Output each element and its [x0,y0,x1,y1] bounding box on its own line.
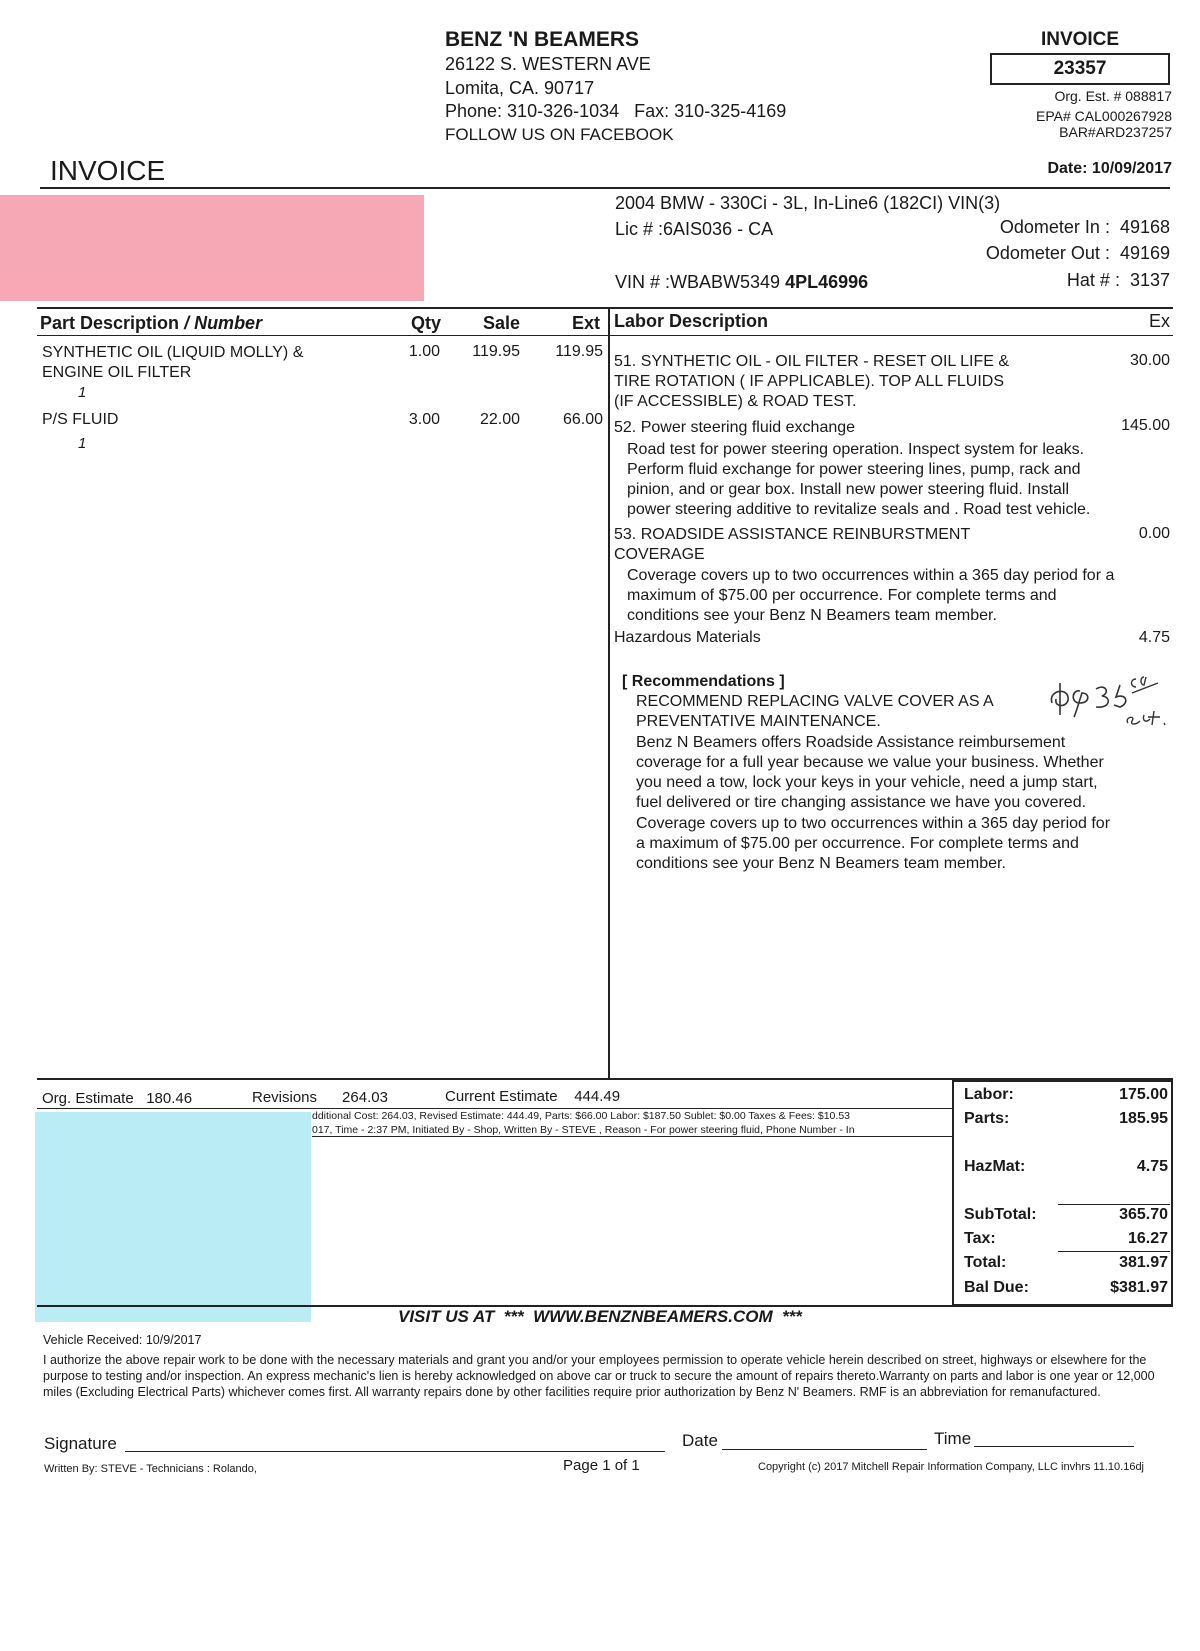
revision-note-divider [312,1136,952,1137]
labor-item-detail: Road test for power steering operation. Inspect system for leaks. Perform fluid exchange for power steering lines, pump, rack and pinion, and or gear box. Install new power steering fluid. Install power steering additive to revitalize seals and . Road test vehicle. [627,441,1091,518]
labor-header: Labor Description [614,311,769,331]
vehicle-vin [615,272,868,293]
part-desc: P/S FLUID [42,411,119,428]
invoice-number: 23357 [990,53,1170,85]
totals-value-total: 381.97 [1119,1254,1168,1271]
totals-value-hazmat: 4.75 [1136,1158,1168,1175]
part-desc: SYNTHETIC OIL (LIQUID MOLLY) & ENGINE OIL FILTER [42,344,304,381]
handwritten-estimate-note [1046,663,1176,729]
redacted-approval-info [35,1112,311,1322]
recommendations-header: [ Recommendations ] [622,673,785,690]
revisions-value: 264.03 [342,1089,388,1106]
total-rule [1058,1251,1170,1252]
bar-number: BAR#ARD237257 [1059,124,1172,140]
totals-value-subtotal: 365.70 [1119,1206,1168,1223]
time-label: Time [934,1429,972,1448]
totals-value-tax: 16.27 [1127,1230,1168,1247]
estimate-divider [37,1108,952,1109]
qty-header: Qty [410,313,441,333]
odometer-in: Odometer In : 49168 [999,217,1170,237]
vin-suffix: 4PL46996 [785,272,869,292]
shop-city: Lomita, CA. 90717 [445,78,595,98]
table-center-divider [608,307,610,1078]
part-sale: 22.00 [479,411,520,428]
website-banner[interactable]: VISIT US AT *** WWW.BENZNBEAMERS.COM *** [398,1307,802,1326]
part-description-header: Part Description [40,313,180,333]
revision-note-line2: 017, Time - 2:37 PM, Initiated By - Shop, Written By - STEVE , Reason - For power steering fluid, Phone Number - In [312,1124,855,1136]
totals-value-labor: 175.00 [1119,1086,1168,1103]
labor-item-amount: 30.00 [1129,352,1170,369]
date-line[interactable] [722,1449,927,1450]
part-sale: 119.95 [472,343,520,360]
totals-label-labor: Labor: [964,1086,1014,1103]
labor-item-detail: Coverage covers up to two occurrences within a 365 day period for a maximum of $75.00 per occurrence. For complete terms and conditions see your Benz N Beamers team member. [627,567,1115,624]
ext-header: Ext [571,313,600,333]
page-title: INVOICE [50,155,166,186]
labor-item-amount: 0.00 [1138,525,1170,542]
shop-phone: Phone: 310-326-1034 Fax: 310-325-4169 [445,101,787,121]
vehicle-received: Vehicle Received: 10/9/2017 [43,1333,202,1347]
totals-value-bal-due: $381.97 [1110,1279,1168,1296]
invoice-label: INVOICE [1040,29,1120,50]
written-by: Written By: STEVE - Technicians : Rolando, [44,1463,257,1475]
labor-item-title: 51. SYNTHETIC OIL - OIL FILTER - RESET OIL LIFE & TIRE ROTATION ( IF APPLICABLE). TOP ALL FLUIDS (IF ACCESSIBLE) & ROAD TEST. [614,353,1010,410]
hat-number: Hat # : 3137 [1066,270,1170,290]
part-number: 1 [78,384,87,401]
page-number: Page 1 of 1 [563,1457,640,1474]
revisions [252,1089,388,1106]
vehicle-license: Lic # :6AIS036 - CA [615,219,774,239]
org-estimate-number: Org. Est. # 088817 [1054,88,1172,104]
part-number-header: / Number [184,313,263,333]
part-qty: 3.00 [408,411,440,428]
org-estimate [42,1090,192,1107]
handwriting-mark [1046,663,1176,729]
labor-item-title: 52. Power steering fluid exchange [614,419,856,436]
date-label: Date [682,1431,718,1450]
totals-label-bal-due: Bal Due: [964,1279,1029,1296]
odometer-out: Odometer Out : 49169 [985,243,1170,263]
vehicle-description: 2004 BMW - 330Ci - 3L, In-Line6 (182CI) VIN(3) [615,193,1001,213]
org-estimate-label: Org. Estimate [42,1090,134,1107]
revision-note-line1: dditional Cost: 264.03, Revised Estimate: 444.49, Parts: $66.00 Labor: $187.50 Sublet: $0.00 Taxes & Fees: $10.53 [312,1110,850,1122]
table-top-border [37,307,1173,309]
signature-label: Signature [44,1434,117,1453]
part-qty: 1.00 [408,343,440,360]
vin-prefix: VIN # :WBABW5349 [615,272,781,292]
totals-label-total: Total: [964,1254,1007,1271]
recommendations-text: RECOMMEND REPLACING VALVE COVER AS A PREVENTATIVE MAINTENANCE. Benz N Beamers offers Roadside Assistance reimbursement coverage for a full year because we value your business. Whether you need a tow, lock your keys in your vehicle, need a jump start, fuel delivered or tire changing assistance we have you covered. Coverage covers up to two occurrences within a 365 day period for a maximum of $75.00 per occurrence. For complete terms and conditions see your Benz N Beamers team member. [636,693,1111,873]
sale-header: Sale [482,313,520,333]
org-estimate-value: 180.46 [146,1090,193,1107]
header-divider [40,187,1170,189]
current-estimate [445,1088,620,1105]
signature-line[interactable] [125,1451,665,1452]
shop-social: FOLLOW US ON FACEBOOK [445,125,674,144]
totals-value-parts: 185.95 [1119,1110,1168,1127]
labor-ext-header: Ex [1148,311,1170,331]
subtotal-rule [1058,1204,1170,1205]
labor-item-amount: 4.75 [1138,629,1170,646]
part-ext: 66.00 [562,411,603,428]
totals-label-tax: Tax: [964,1230,996,1247]
labor-item-title: 53. ROADSIDE ASSISTANCE REINBURSTMENT COVERAGE [614,526,971,563]
part-ext: 119.95 [555,343,603,360]
copyright: Copyright (c) 2017 Mitchell Repair Information Company, LLC invhrs 11.10.16dj [758,1461,1144,1473]
authorization-text: I authorize the above repair work to be done with the necessary materials and grant you and/or your employees permission to operate vehicle herein described on street, highways or elsewhere for the purpose to testing and/or inspection. An express mechanic's lien is hereby acknowledged on above car or truck to secure the amount of repairs thereto.Warranty on parts and labor is one year or 12,000 miles (Excluding Electrical Parts) whichever comes first. All warranty repairs done by other facilities require prior authorization by Benz N' Beamers. RMF is an abbreviation for remanufactured. [43,1353,1155,1399]
labor-item-title: Hazardous Materials [614,629,761,646]
table-header-divider [37,335,1173,336]
parts-header [40,313,262,334]
current-estimate-label: Current Estimate [445,1088,558,1105]
totals-label-hazmat: HazMat: [964,1158,1026,1175]
shop-name: BENZ 'N BEAMERS [445,28,640,51]
time-line[interactable] [974,1446,1134,1447]
totals-label-parts: Parts: [964,1110,1010,1127]
part-number: 1 [78,435,87,452]
invoice-date: Date: 10/09/2017 [1047,160,1172,177]
totals-label-subtotal: SubTotal: [964,1206,1037,1223]
labor-item-amount: 145.00 [1121,417,1170,434]
revisions-label: Revisions [252,1089,318,1106]
current-estimate-value: 444.49 [574,1088,621,1105]
redacted-customer-info [0,195,424,301]
epa-number: EPA# CAL000267928 [1036,108,1172,124]
shop-address: 26122 S. WESTERN AVE [445,54,651,74]
